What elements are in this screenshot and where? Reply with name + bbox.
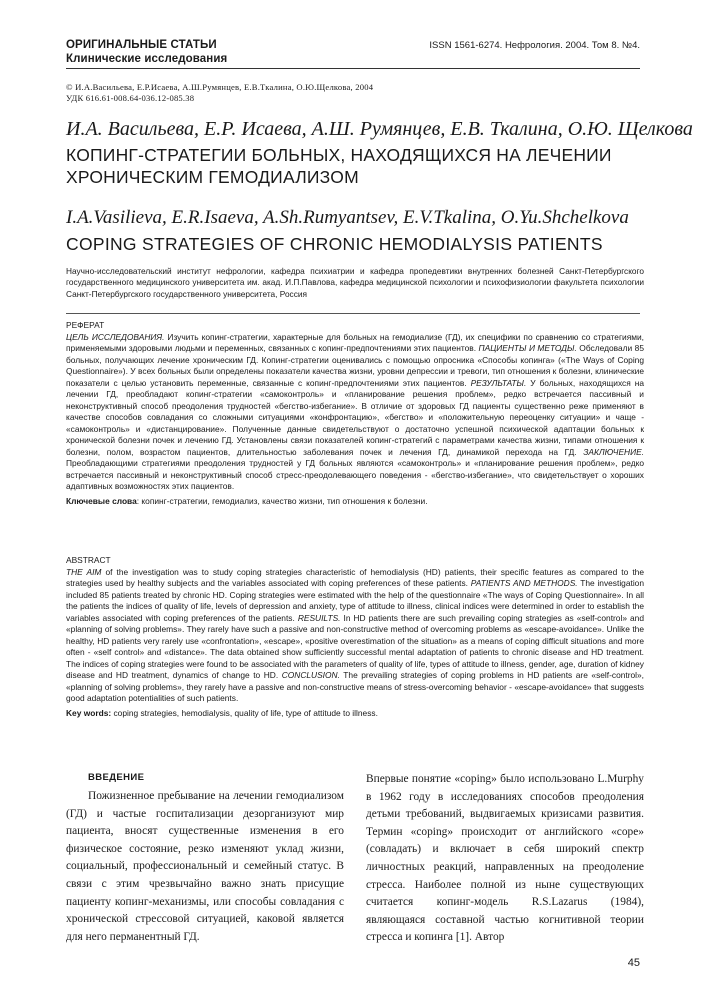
section-title: ОРИГИНАЛЬНЫЕ СТАТЬИ (66, 39, 217, 51)
conclusion-label: ЗАКЛЮЧЕНИЕ. (576, 446, 644, 457)
methods-label: PATIENTS AND METHODS. (468, 578, 578, 588)
conclusion-text: The prevailing strategies of coping problems in HD patients are «self-control», «planning of solving problems», they rarely have a passive and non-constructive means of stress-overcoming behavior - «escape-avoidance» that suggests good adaptation potentialities of such patients. (66, 670, 645, 703)
abstract-body (66, 567, 644, 705)
keywords-text: : копинг-стратегии, гемодиализ, качество жизни, тип отношения к болезни. (136, 495, 428, 506)
body-column-right (366, 771, 644, 947)
authors-russian: И.А. Васильева, Е.Р. Исаева, А.Ш. Румянцев, Е.В. Ткалина, О.Ю. Щелкова (66, 118, 693, 140)
keywords-text: coping strategies, hemodialysis, quality of life, type of attitude to illness. (111, 707, 378, 718)
affiliation: Научно-исследовательский институт нефрологии, кафедра психиатрии и кафедра пропедевтики внутренних болезней Санкт-Петербургского государственного медицинского университета им. акад. И.П.Павлова, кафедра медицинской психологии и психофизиологии факультета психологии Санкт-Петербургского государственного университета, Россия (66, 266, 644, 299)
page-number: 45 (627, 957, 640, 969)
authors-english: I.A.Vasilieva, E.R.Isaeva, A.Sh.Rumyantsev, E.V.Tkalina, O.Yu.Shchelkova (66, 207, 629, 228)
abstract-english (66, 555, 644, 719)
methods-text: Обследовали 85 больных, получающих лечение хроническим ГД. Копинг-стратегии оценивались с помощью опросника «Способы копинга» («The Ways of Coping Questionnaire»). У всех больных были определены показатели качества жизни, уровни депрессии и тревоги, тип отношения к болезни, клинические показатели с целью установить переменные, связанные с копинг-предпочтениями этих пациентов. (66, 343, 644, 388)
body-paragraph: Пожизненное пребывание на лечении гемодиализом (ГД) и частые госпитализации дезорганизуют мир пациента, вносят существенные изменения в его физическое состояние, резко изменяют уклад жизни, социальный, профессиональный и семейный статус. В связи с этим чрезвычайно важно знать присущие пациенту копинг-механизмы, или способы совладания с хронической стрессовой ситуацией, каковой является для него перманентный ГД. (66, 790, 344, 943)
aim-label: ЦЕЛЬ ИССЛЕДОВАНИЯ. (66, 331, 165, 342)
conclusion-text: Преобладающими стратегиями преодоления трудностей у ГД больных являются «самоконтроль» и «планирование решения проблем», редко встречается пассивный и неконструктивный способ стресс-преодолевающего поведения - «бегство-избегание», что свидетельствует о хороших адаптивных возможностях этих пациентов. (66, 458, 644, 491)
keywords (66, 496, 644, 508)
abstract-label: ABSTRACT (66, 555, 111, 565)
article-title-english: COPING STRATEGIES OF CHRONIC HEMODIALYSIS PATIENTS (66, 234, 603, 254)
abstract-body (66, 332, 644, 493)
methods-text: The investigation included 85 patients treated by chronic HD. Coping strategies were estimated with the help of the questionnaire «The ways of Coping Questionnaire». In all the patients the indices of quality of life, levels of depression and anxiety, type of attitude to illness, clinical indices were determined in order to establish the variables associated with coping preferences of the patients. (66, 578, 644, 623)
udc-code: УДК 616.61-008.64-036.12-085.38 (66, 93, 195, 103)
section-heading-introduction: ВВЕДЕНИЕ (88, 772, 145, 783)
abstract-label: РЕФЕРАТ (66, 320, 105, 330)
results-text: У больных, находящихся на лечении ГД, преобладают копинг-стратегии «самоконтроль» и «планирование решения проблем», редко встречается пассивный и неконструктивный способ преодоления трудностей «бегство-избегание». В отличие от здоровых ГД пациенты существенно реже применяют в качестве способов совладания со сложными ситуациями «конфронтацию», «бегство» и «положительную переоценку ситуации» и чаще - «самоконтроль» и «дистанцирование». Полученные данные свидетельствуют о достаточно успешной психической адаптации больных к хронической болезни почек и лечению ГД. Установлены связи показателей копинг-стратегий с параметрами качества жизни, типами отношения к болезни, полом, возрастом пациентов, длительностью заболевания почек и лечения ГД, динамикой перехода на ГД. (66, 377, 644, 457)
aim-text: Изучить копинг-стратегии, характерные для больных на гемодиализе (ГД), их специфики по сравнению со стратегиями, применяемыми здоровыми людьми и переменных, связанных с копинг-предпочтениями этих пациентов. (66, 331, 644, 353)
results-text: In HD patients there are such prevailing coping strategies as «self-control» and «planning of solving problems». They rarely have such a passive and non-constructive method of overcoming problems as «escape-avoidance». Unlike the healthy, HD patients very rarely use «confrontation», «escape», «positive overestimation of the situation» as a means of coping difficult situations and more often - «self control» and «distance». The data obtained show sufficiently successful mental adaptation of patients to chronic disease and HD treatment. The indices of coping strategies were found to be associated with the parameters of quality of life, types of attitude to illness, gender, age, duration of kidney disease and HD treatment, dynamics of change to HD. (66, 612, 644, 680)
body-paragraph: Впервые понятие «coping» было использовано L.Murphy в 1962 году в исследованиях способов преодоления детьми требований, выдвигаемых кризисами развития. Термин «coping» происходит от английского «cope» (совладать) и включает в себя широкий спектр личностных реакций, направленных на преодоление стресса. Наиболее полной из ныне существующих считается копинг-модель R.S.Lazarus (1984), являющаяся составной частью когнитивной теории стресса и копинга [1]. Автор (366, 773, 644, 944)
journal-citation: ISSN 1561-6274. Нефрология. 2004. Том 8. №4. (429, 40, 640, 51)
header-divider (66, 68, 640, 69)
copyright-line: © И.А.Васильева, Е.Р.Исаева, А.Ш.Румянцев, Е.В.Ткалина, О.Ю.Щелкова, 2004 (66, 82, 374, 92)
keywords-label: Ключевые слова (66, 495, 137, 506)
running-header (66, 38, 227, 66)
aim-text: of the investigation was to study coping strategies characteristic of hemodialysis (HD) patients, their specific features as compared to the strategies used by healthy subjects and the variables associated with coping preferences of these patients. (66, 566, 644, 588)
subsection-title: Клинические исследования (66, 53, 228, 65)
conclusion-label: CONCLUSION. (278, 670, 340, 680)
keywords-label: Key words: (66, 707, 112, 718)
results-label: РЕЗУЛЬТАТЫ. (466, 377, 527, 388)
copyright-block (66, 82, 373, 104)
methods-label: ПАЦИЕНТЫ И МЕТОДЫ. (476, 343, 577, 353)
article-title-russian: КОПИНГ-СТРАТЕГИИ БОЛЬНЫХ, НАХОДЯЩИХСЯ НА ЛЕЧЕНИИ ХРОНИЧЕСКИМ ГЕМОДИАЛИЗОМ (66, 145, 612, 187)
affiliation-divider (66, 313, 640, 314)
body-column-left (66, 771, 344, 946)
keywords (66, 708, 644, 720)
aim-label: THE AIM (66, 566, 102, 577)
abstract-russian (66, 320, 644, 507)
results-label: RESUILTS. (294, 612, 341, 623)
